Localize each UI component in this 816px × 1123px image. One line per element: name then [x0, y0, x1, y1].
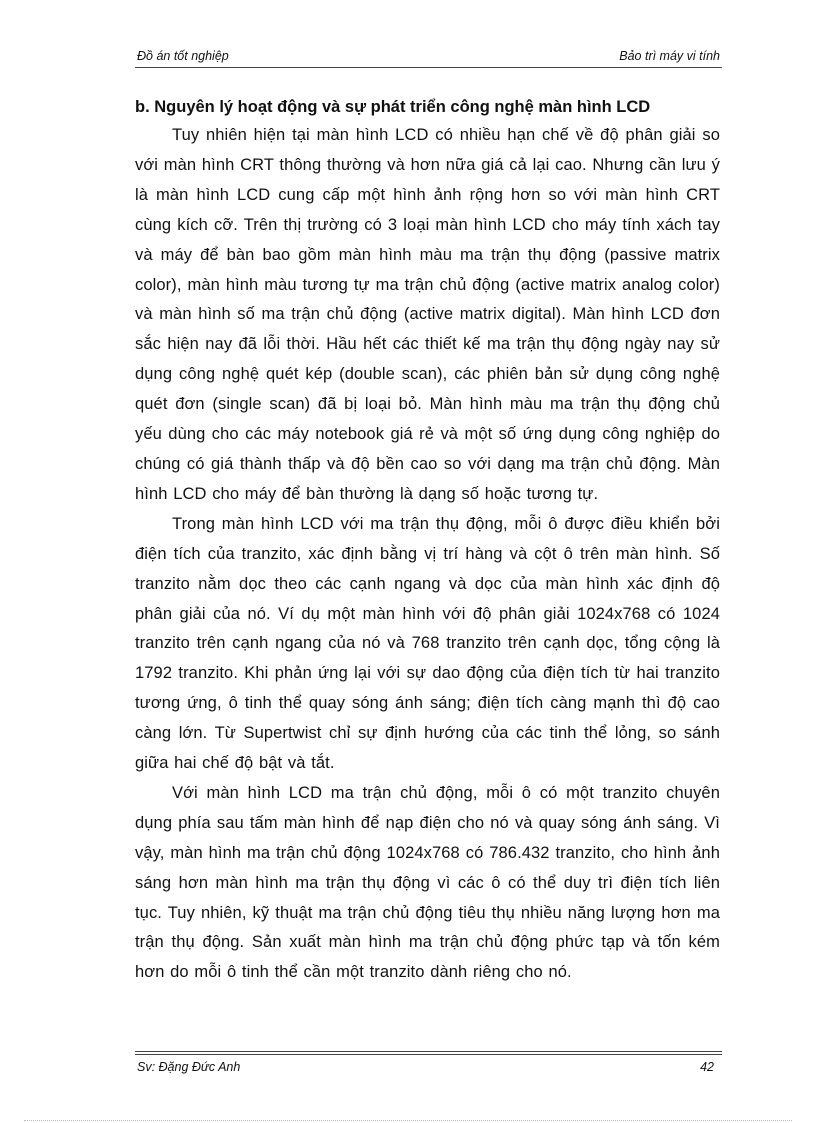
page-footer: [135, 1059, 722, 1079]
header-subject-title: Bảo trì máy vi tính: [619, 49, 720, 63]
paragraph-3: Với màn hình LCD ma trận chủ động, mỗi ô có một tranzito chuyên dụng phía sau tấm màn hình để nạp điện cho nó và quay sóng ánh sáng. Vì vậy, màn hình ma trận chủ động 1024x768 có 786.432 tranzito, cho hình ảnh sáng hơn màn hình ma trận thụ động vì các ô có thể duy trì điện tích liên tục. Tuy nhiên, kỹ thuật ma trận chủ động tiêu thụ nhiều năng lượng hơn ma trận thụ động. Sản xuất màn hình ma trận chủ động phức tạp và tốn kém hơn do mỗi ô tinh thể cần một tranzito dành riêng cho nó.: [135, 783, 720, 982]
page-header: [135, 46, 722, 68]
page-number: 42: [700, 1060, 714, 1074]
footer-divider-top: [135, 1051, 722, 1052]
page-body: [135, 93, 720, 988]
footer-author: Sv: Đặng Đức Anh: [137, 1060, 241, 1074]
paragraph-2: Trong màn hình LCD với ma trận thụ động, mỗi ô được điều khiển bởi điện tích của tranzito, xác định bằng vị trí hàng và cột ô trên màn hình. Số tranzito nằm dọc theo các cạnh ngang và dọc của màn hình xác định độ phân giải của nó. Ví dụ một màn hình với độ phân giải 1024x768 có 1024 tranzito trên cạnh ngang của nó và 768 tranzito trên cạnh dọc, tổng cộng là 1792 tranzito. Khi phản ứng lại với sự dao động của điện tích từ hai tranzito tương ứng, ô tinh thể quay sóng ánh sáng; điện tích càng mạnh thì độ cao càng lớn. Từ Supertwist chỉ sự định hướng của các tinh thể lỏng, so sánh giữa hai chế độ bật và tắt.: [135, 514, 720, 773]
header-document-title: Đồ án tốt nghiệp: [137, 49, 229, 63]
header-divider: [135, 67, 722, 68]
page-edge-divider: [24, 1120, 792, 1121]
section-title: b. Nguyên lý hoạt động và sự phát triển công nghệ màn hình LCD: [135, 98, 651, 116]
footer-divider-bottom: [135, 1054, 722, 1055]
paragraph-1: Tuy nhiên hiện tại màn hình LCD có nhiều hạn chế về độ phân giải so với màn hình CRT thông thường và hơn nữa giá cả lại cao. Nhưng cần lưu ý là màn hình LCD cung cấp một hình ảnh rộng hơn so với màn hình CRT cùng kích cỡ. Trên thị trường có 3 loại màn hình LCD cho máy tính xách tay và máy để bàn bao gồm màn hình màu ma trận thụ động (passive matrix color), màn hình màu tương tự ma trận chủ động (active matrix analog color) và màn hình số ma trận chủ động (active matrix digital). Màn hình LCD đơn sắc hiện nay đã lỗi thời. Hầu hết các thiết kế ma trận thụ động ngày nay sử dụng công nghệ quét kép (double scan), các phiên bản sử dụng công nghệ quét đơn (single scan) đã bị loại bỏ. Màn hình màu ma trận thụ động chủ yếu dùng cho các máy notebook giá rẻ và một số ứng dụng công nghiệp do chúng có giá thành thấp và độ bền cao so với dạng ma trận chủ động. Màn hình LCD cho máy để bàn thường là dạng số hoặc tương tự.: [135, 126, 720, 503]
